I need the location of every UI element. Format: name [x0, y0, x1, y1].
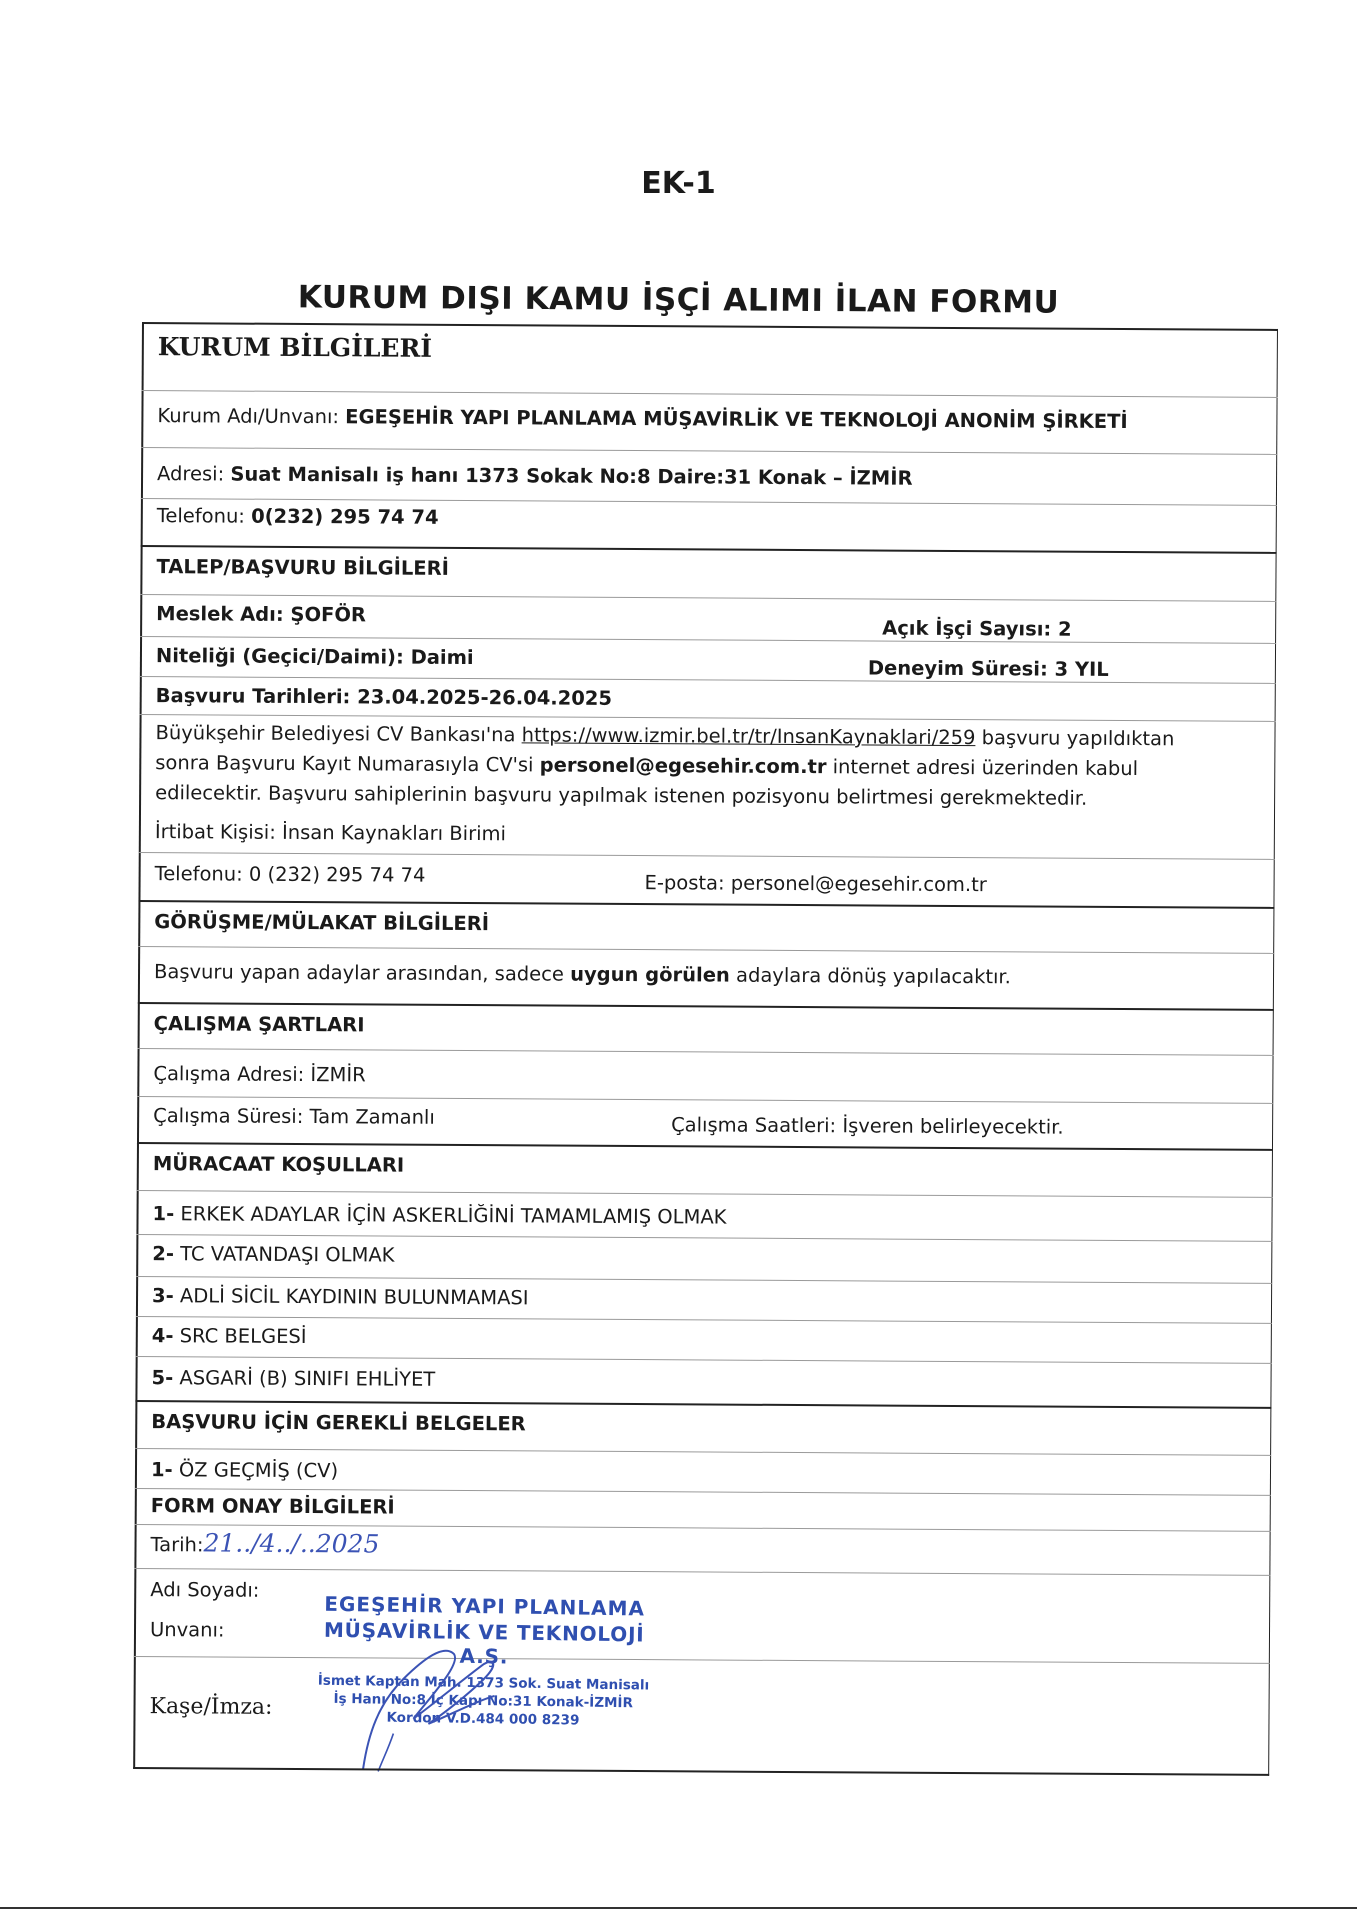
cv-email[interactable]: personel@egesehir.com.tr [539, 753, 827, 779]
section-talep: TALEP/BAŞVURU BİLGİLERİ [156, 555, 450, 580]
form-title: KURUM DIŞI KAMU İŞÇİ ALIMI İLAN FORMU [297, 279, 1060, 321]
section-belgeler: BAŞVURU İÇİN GEREKLİ BELGELER [151, 1410, 526, 1436]
acik-isci-row: Açık İşçi Sayısı: 2 [882, 616, 1072, 641]
kurum-name-row: Kurum Adı/Unvanı: EGEŞEHİR YAPI PLANLAMA MÜŞAVİRLİK VE TEKNOLOJİ ANONİM ŞİRKETİ [157, 404, 1128, 434]
calisma-sure-row: Çalışma Süresi: Tam Zamanlı [153, 1104, 435, 1129]
kase-imza-row: Kaşe/İmza: [149, 1694, 273, 1720]
unvan-row: Unvanı: [149, 1618, 225, 1642]
nitelik-value: Daimi [410, 645, 474, 670]
section-gorusme: GÖRÜŞME/MÜLAKAT BİLGİLERİ [154, 910, 490, 936]
document-code: EK-1 [641, 166, 716, 201]
cv-bank-link[interactable]: https://www.izmir.bel.tr/tr/InsanKaynaklari/259 [521, 723, 976, 750]
muracaat-item: 5- ASGARİ (B) SINIFI EHLİYET [151, 1366, 436, 1391]
kurum-phone-row: Telefonu: 0(232) 295 74 74 [156, 504, 439, 529]
irtibat-value: İnsan Kaynakları Birimi [281, 820, 507, 846]
muracaat-item: 3- ADLİ SİCİL KAYDININ BULUNMAMASI [151, 1284, 529, 1310]
calisma-saat-row: Çalışma Saatleri: İşveren belirleyecektir. [671, 1113, 1064, 1139]
acik-isci-value: 2 [1057, 617, 1072, 641]
eposta-row: E-posta: personel@egesehir.com.tr [644, 871, 987, 897]
belge-item: 1- ÖZ GEÇMİŞ (CV) [150, 1458, 339, 1483]
handwritten-date: 21../4../..2025 [203, 1528, 380, 1559]
irtibat-phone-row: Telefonu: 0 (232) 295 74 74 [154, 862, 426, 887]
page-bottom-rule [0, 1907, 1357, 1909]
form-table [133, 322, 1278, 1776]
nitelik-row: Niteliği (Geçici/Daimi): Daimi [155, 644, 474, 670]
calisma-saat-value: İşveren belirleyecektir. [842, 1114, 1064, 1139]
basvuru-tarih-value: 23.04.2025-26.04.2025 [357, 685, 613, 710]
deneyim-row: Deneyim Süresi: 3 YIL [867, 656, 1109, 681]
muracaat-item: 2- TC VATANDAŞI OLMAK [152, 1242, 395, 1267]
calisma-adres-row: Çalışma Adresi: İZMİR [153, 1062, 366, 1087]
onay-tarih-row: Tarih:21../4../..2025 [150, 1528, 380, 1559]
kurum-name-value: EGEŞEHİR YAPI PLANLAMA MÜŞAVİRLİK VE TEKNOLOJİ ANONİM ŞİRKETİ [345, 405, 1128, 434]
section-kurum-bilgileri: KURUM BİLGİLERİ [157, 332, 433, 363]
irtibat-row: İrtibat Kişisi: İnsan Kaynakları Birimi [154, 820, 507, 846]
muracaat-item: 4- SRC BELGESİ [151, 1324, 307, 1349]
muracaat-item: 1- ERKEK ADAYLAR İÇİN ASKERLİĞİNİ TAMAMLAMIŞ OLMAK [152, 1202, 727, 1229]
adsoyad-row: Adı Soyadı: [150, 1578, 260, 1602]
calisma-sure-value: Tam Zamanlı [309, 1105, 435, 1129]
gorusme-text: Başvuru yapan adaylar arasından, sadece uygun görülen adaylara dönüş yapılacaktır. [153, 960, 1011, 989]
basvuru-info-paragraph: Büyükşehir Belediyesi CV Bankası'na https://www.izmir.bel.tr/tr/InsanKaynaklari/259 başvuru yapıldıktan sonra Başvuru Kayıt Numarasıyla CV'si personel@egesehir.com.tr internet adresi üzerinden kabul edilecektir. Başvuru sahiplerinin başvuru yapılmak istenen pozisyonu belirtmesi gerekmektedir. [155, 721, 1175, 810]
eposta-value[interactable]: personel@egesehir.com.tr [730, 871, 987, 897]
deneyim-value: 3 YIL [1054, 657, 1109, 681]
kurum-address-value: Suat Manisalı iş hanı 1373 Sokak No:8 Daire:31 Konak – İZMİR [230, 462, 913, 490]
section-calisma: ÇALIŞMA ŞARTLARI [153, 1012, 365, 1037]
calisma-adres-value: İZMİR [310, 1063, 366, 1087]
signature-icon [333, 1623, 564, 1774]
section-muracaat: MÜRACAAT KOŞULLARI [152, 1152, 405, 1177]
irtibat-phone-value: 0 (232) 295 74 74 [248, 862, 426, 887]
meslek-row: Meslek Adı: ŞOFÖR [156, 602, 367, 627]
kurum-phone-value: 0(232) 295 74 74 [251, 504, 439, 529]
kurum-address-row: Adresi: Suat Manisalı iş hanı 1373 Sokak No:8 Daire:31 Konak – İZMİR [157, 462, 913, 490]
meslek-value: ŞOFÖR [290, 602, 367, 627]
company-stamp: EGEŞEHİR YAPI PLANLAMA MÜŞAVİRLİK VE TEKNOLOJİ A.Ş. İsmet Kaptan Mah. 1373 Sok. Suat Manisalı İş Hanı No:8 İç Kapı No:31 Konak-İZMİR Kordon V.D.484 000 8239 [317, 1591, 650, 1729]
section-form-onay: FORM ONAY BİLGİLERİ [150, 1494, 395, 1519]
basvuru-tarih-row: Başvuru Tarihleri: 23.04.2025-26.04.2025 [155, 684, 613, 710]
